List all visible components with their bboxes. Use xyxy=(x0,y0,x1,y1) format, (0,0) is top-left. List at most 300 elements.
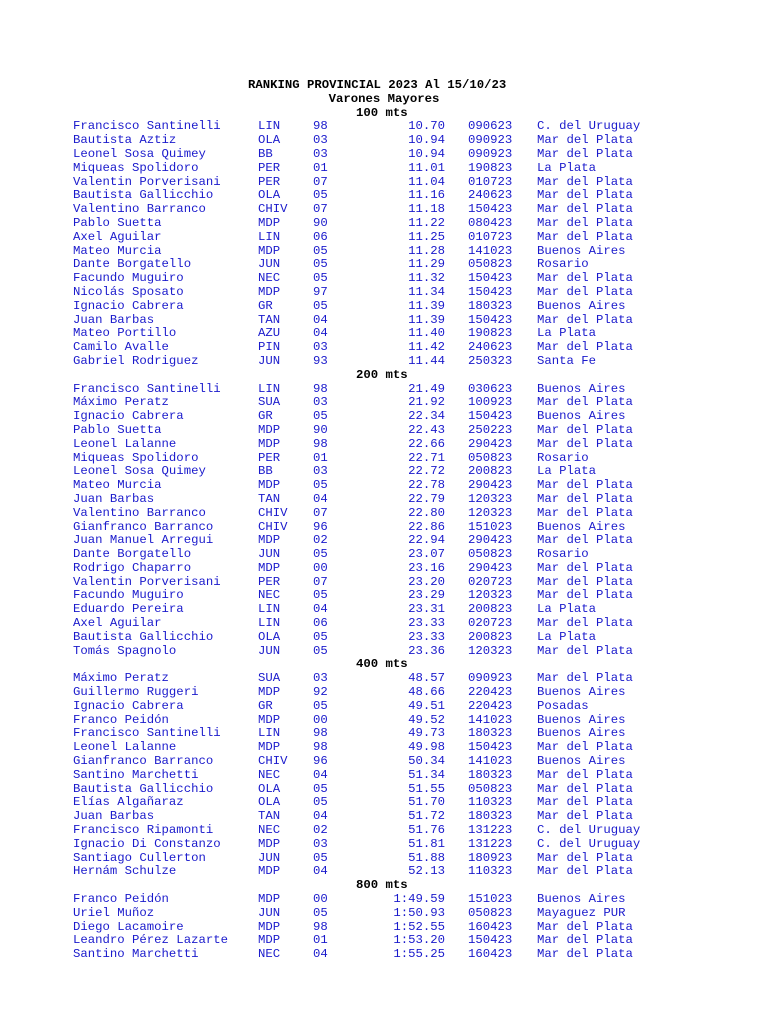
result-date: 150423 xyxy=(468,284,513,299)
result-mark: 51.72 xyxy=(408,809,445,824)
birth-year: 03 xyxy=(313,146,328,161)
venue: C. del Uruguay xyxy=(537,823,641,838)
result-row xyxy=(0,493,768,507)
venue: Buenos Aires xyxy=(537,243,626,258)
venue: Rosario xyxy=(537,547,589,562)
athlete-name: Leonel Sosa Quimey xyxy=(73,146,206,161)
result-row xyxy=(0,838,768,852)
result-row xyxy=(0,272,768,286)
result-mark: 10.70 xyxy=(408,119,445,134)
club-code: MDP xyxy=(258,243,281,258)
result-row xyxy=(0,217,768,231)
result-date: 010723 xyxy=(468,174,513,189)
result-row xyxy=(0,727,768,741)
venue: Mar del Plata xyxy=(537,533,633,548)
athlete-name: Valentin Porverisani xyxy=(73,174,221,189)
birth-year: 04 xyxy=(313,809,328,824)
result-date: 141023 xyxy=(468,243,513,258)
athlete-name: Santiago Cullerton xyxy=(73,850,206,865)
result-date: 090923 xyxy=(468,671,513,686)
club-code: PER xyxy=(258,174,281,189)
result-row xyxy=(0,548,768,562)
event-name: 800 mts xyxy=(356,878,408,893)
birth-year: 05 xyxy=(313,795,328,810)
athlete-name: Juan Barbas xyxy=(73,491,155,506)
birth-year: 01 xyxy=(313,160,328,175)
venue: Buenos Aires xyxy=(537,409,626,424)
result-date: 160423 xyxy=(468,947,513,962)
athlete-name: Ignacio Di Constanzo xyxy=(73,836,221,851)
birth-year: 04 xyxy=(313,491,328,506)
club-code: NEC xyxy=(258,823,281,838)
club-code: OLA xyxy=(258,188,281,203)
result-mark: 1:52.55 xyxy=(393,919,445,934)
result-row xyxy=(0,300,768,314)
birth-year: 03 xyxy=(313,671,328,686)
result-date: 290423 xyxy=(468,436,513,451)
result-date: 190823 xyxy=(468,326,513,341)
club-code: PIN xyxy=(258,340,281,355)
birth-year: 96 xyxy=(313,519,328,534)
birth-year: 05 xyxy=(313,271,328,286)
result-date: 200823 xyxy=(468,464,513,479)
result-row xyxy=(0,893,768,907)
birth-year: 00 xyxy=(313,560,328,575)
athlete-name: Ignacio Cabrera xyxy=(73,409,184,424)
venue: Mar del Plata xyxy=(537,919,633,934)
club-code: OLA xyxy=(258,781,281,796)
result-row xyxy=(0,921,768,935)
result-row xyxy=(0,714,768,728)
result-row xyxy=(0,783,768,797)
result-row xyxy=(0,162,768,176)
result-mark: 22.71 xyxy=(408,450,445,465)
birth-year: 06 xyxy=(313,229,328,244)
club-code: MDP xyxy=(258,712,281,727)
club-code: NEC xyxy=(258,588,281,603)
club-code: TAN xyxy=(258,809,281,824)
result-mark: 1:53.20 xyxy=(393,933,445,948)
birth-year: 05 xyxy=(313,547,328,562)
venue: Mar del Plata xyxy=(537,188,633,203)
birth-year: 05 xyxy=(313,629,328,644)
result-row xyxy=(0,424,768,438)
result-mark: 23.31 xyxy=(408,602,445,617)
result-mark: 22.34 xyxy=(408,409,445,424)
club-code: GR xyxy=(258,698,273,713)
result-mark: 49.52 xyxy=(408,712,445,727)
venue: Rosario xyxy=(537,450,589,465)
club-code: LIN xyxy=(258,602,281,617)
birth-year: 96 xyxy=(313,754,328,769)
result-row xyxy=(0,576,768,590)
result-date: 010723 xyxy=(468,229,513,244)
club-code: TAN xyxy=(258,312,281,327)
club-code: CHIV xyxy=(258,202,288,217)
venue: Mar del Plata xyxy=(537,933,633,948)
result-date: 150423 xyxy=(468,312,513,327)
result-date: 150423 xyxy=(468,409,513,424)
result-date: 020723 xyxy=(468,616,513,631)
result-row xyxy=(0,686,768,700)
athlete-name: Juan Manuel Arregui xyxy=(73,533,214,548)
venue: Buenos Aires xyxy=(537,685,626,700)
result-date: 151023 xyxy=(468,519,513,534)
venue: La Plata xyxy=(537,464,597,479)
venue: Mar del Plata xyxy=(537,781,633,796)
club-code: PER xyxy=(258,160,281,175)
athlete-name: Dante Borgatello xyxy=(73,547,192,562)
result-row xyxy=(0,589,768,603)
venue: Buenos Aires xyxy=(537,381,626,396)
birth-year: 05 xyxy=(313,188,328,203)
result-mark: 22.94 xyxy=(408,533,445,548)
birth-year: 05 xyxy=(313,643,328,658)
result-date: 131223 xyxy=(468,836,513,851)
venue: La Plata xyxy=(537,629,597,644)
birth-year: 05 xyxy=(313,298,328,313)
athlete-name: Mateo Murcia xyxy=(73,243,162,258)
venue: La Plata xyxy=(537,160,597,175)
club-code: MDP xyxy=(258,836,281,851)
athlete-name: Santino Marchetti xyxy=(73,767,199,782)
result-date: 150423 xyxy=(468,271,513,286)
athlete-name: Axel Aguilar xyxy=(73,616,162,631)
result-date: 050823 xyxy=(468,547,513,562)
document-title: RANKING PROVINCIAL 2023 Al 15/10/23 xyxy=(248,78,507,92)
result-date: 050823 xyxy=(468,781,513,796)
birth-year: 04 xyxy=(313,602,328,617)
result-row xyxy=(0,507,768,521)
athlete-name: Francisco Ripamonti xyxy=(73,823,214,838)
club-code: MDP xyxy=(258,933,281,948)
venue: Mar del Plata xyxy=(537,588,633,603)
ranking-document xyxy=(0,79,768,962)
result-mark: 11.25 xyxy=(408,229,445,244)
result-mark: 50.34 xyxy=(408,754,445,769)
event-heading xyxy=(0,658,768,672)
venue: Mar del Plata xyxy=(537,505,633,520)
athlete-name: Juan Barbas xyxy=(73,312,155,327)
result-row xyxy=(0,203,768,217)
venue: Mar del Plata xyxy=(537,574,633,589)
birth-year: 05 xyxy=(313,588,328,603)
result-date: 100923 xyxy=(468,395,513,410)
result-date: 180923 xyxy=(468,850,513,865)
result-row xyxy=(0,907,768,921)
athlete-name: Santino Marchetti xyxy=(73,947,199,962)
result-mark: 11.44 xyxy=(408,353,445,368)
result-mark: 1:50.93 xyxy=(393,905,445,920)
club-code: MDP xyxy=(258,215,281,230)
result-row xyxy=(0,865,768,879)
venue: La Plata xyxy=(537,602,597,617)
club-code: JUN xyxy=(258,643,281,658)
athlete-name: Mateo Portillo xyxy=(73,326,177,341)
athlete-name: Ignacio Cabrera xyxy=(73,698,184,713)
venue: Buenos Aires xyxy=(537,298,626,313)
result-date: 131223 xyxy=(468,823,513,838)
event-name: 100 mts xyxy=(356,105,408,120)
birth-year: 01 xyxy=(313,933,328,948)
result-row xyxy=(0,755,768,769)
result-mark: 11.32 xyxy=(408,271,445,286)
result-mark: 23.33 xyxy=(408,616,445,631)
birth-year: 00 xyxy=(313,712,328,727)
result-date: 090623 xyxy=(468,119,513,134)
club-code: BB xyxy=(258,464,273,479)
result-row xyxy=(0,314,768,328)
result-row xyxy=(0,645,768,659)
club-code: NEC xyxy=(258,271,281,286)
result-row xyxy=(0,258,768,272)
venue: Mayaguez PUR xyxy=(537,905,626,920)
result-row xyxy=(0,948,768,962)
result-mark: 22.72 xyxy=(408,464,445,479)
birth-year: 02 xyxy=(313,823,328,838)
result-mark: 51.34 xyxy=(408,767,445,782)
result-date: 150423 xyxy=(468,740,513,755)
birth-year: 03 xyxy=(313,133,328,148)
birth-year: 05 xyxy=(313,781,328,796)
birth-year: 03 xyxy=(313,340,328,355)
result-mark: 23.07 xyxy=(408,547,445,562)
club-code: BB xyxy=(258,146,273,161)
result-date: 200823 xyxy=(468,629,513,644)
athlete-name: Facundo Muguiro xyxy=(73,271,184,286)
result-date: 050823 xyxy=(468,257,513,272)
venue: Mar del Plata xyxy=(537,436,633,451)
result-mark: 21.49 xyxy=(408,381,445,396)
venue: Mar del Plata xyxy=(537,133,633,148)
athlete-name: Franco Peidón xyxy=(73,712,169,727)
result-date: 110323 xyxy=(468,795,513,810)
athlete-name: Ignacio Cabrera xyxy=(73,298,184,313)
birth-year: 04 xyxy=(313,947,328,962)
result-mark: 11.34 xyxy=(408,284,445,299)
result-date: 180323 xyxy=(468,809,513,824)
birth-year: 01 xyxy=(313,450,328,465)
athlete-name: Franco Peidón xyxy=(73,892,169,907)
birth-year: 07 xyxy=(313,202,328,217)
result-mark: 11.28 xyxy=(408,243,445,258)
birth-year: 02 xyxy=(313,533,328,548)
club-code: LIN xyxy=(258,229,281,244)
result-mark: 11.18 xyxy=(408,202,445,217)
result-date: 030623 xyxy=(468,381,513,396)
venue: Posadas xyxy=(537,698,589,713)
result-date: 120323 xyxy=(468,491,513,506)
athlete-name: Diego Lacamoire xyxy=(73,919,184,934)
result-row xyxy=(0,383,768,397)
result-row xyxy=(0,562,768,576)
result-date: 120323 xyxy=(468,588,513,603)
athlete-name: Gianfranco Barranco xyxy=(73,754,214,769)
event-name: 400 mts xyxy=(356,657,408,672)
result-date: 050823 xyxy=(468,450,513,465)
venue: Mar del Plata xyxy=(537,146,633,161)
club-code: MDP xyxy=(258,919,281,934)
club-code: LIN xyxy=(258,616,281,631)
venue: Mar del Plata xyxy=(537,229,633,244)
birth-year: 97 xyxy=(313,284,328,299)
result-date: 020723 xyxy=(468,574,513,589)
venue: Santa Fe xyxy=(537,353,597,368)
result-mark: 23.20 xyxy=(408,574,445,589)
result-date: 190823 xyxy=(468,160,513,175)
birth-year: 05 xyxy=(313,478,328,493)
result-row xyxy=(0,810,768,824)
venue: Buenos Aires xyxy=(537,754,626,769)
club-code: GR xyxy=(258,409,273,424)
club-code: AZU xyxy=(258,326,281,341)
athlete-name: Pablo Suetta xyxy=(73,215,162,230)
result-mark: 11.39 xyxy=(408,312,445,327)
result-mark: 23.33 xyxy=(408,629,445,644)
club-code: PER xyxy=(258,574,281,589)
result-date: 220423 xyxy=(468,698,513,713)
venue: Mar del Plata xyxy=(537,312,633,327)
result-date: 151023 xyxy=(468,892,513,907)
result-date: 250323 xyxy=(468,353,513,368)
birth-year: 04 xyxy=(313,767,328,782)
result-mark: 49.98 xyxy=(408,740,445,755)
result-row xyxy=(0,603,768,617)
birth-year: 03 xyxy=(313,464,328,479)
club-code: MDP xyxy=(258,740,281,755)
result-date: 050823 xyxy=(468,905,513,920)
birth-year: 04 xyxy=(313,312,328,327)
club-code: PER xyxy=(258,450,281,465)
club-code: TAN xyxy=(258,491,281,506)
venue: Mar del Plata xyxy=(537,340,633,355)
birth-year: 05 xyxy=(313,409,328,424)
result-mark: 22.43 xyxy=(408,422,445,437)
athlete-name: Miqueas Spolidoro xyxy=(73,160,199,175)
result-mark: 11.29 xyxy=(408,257,445,272)
club-code: MDP xyxy=(258,892,281,907)
venue: Mar del Plata xyxy=(537,271,633,286)
club-code: MDP xyxy=(258,478,281,493)
athlete-name: Mateo Murcia xyxy=(73,478,162,493)
venue: Mar del Plata xyxy=(537,643,633,658)
athlete-name: Bautista Gallicchio xyxy=(73,188,214,203)
birth-year: 03 xyxy=(313,395,328,410)
venue: Mar del Plata xyxy=(537,740,633,755)
result-row xyxy=(0,410,768,424)
result-date: 240623 xyxy=(468,340,513,355)
club-code: MDP xyxy=(258,685,281,700)
birth-year: 98 xyxy=(313,919,328,934)
venue: Mar del Plata xyxy=(537,809,633,824)
athlete-name: Leonel Lalanne xyxy=(73,740,177,755)
result-row xyxy=(0,521,768,535)
club-code: CHIV xyxy=(258,519,288,534)
result-date: 180323 xyxy=(468,726,513,741)
club-code: OLA xyxy=(258,795,281,810)
club-code: JUN xyxy=(258,905,281,920)
birth-year: 05 xyxy=(313,850,328,865)
birth-year: 98 xyxy=(313,381,328,396)
club-code: NEC xyxy=(258,947,281,962)
result-mark: 51.81 xyxy=(408,836,445,851)
result-mark: 23.36 xyxy=(408,643,445,658)
result-mark: 51.70 xyxy=(408,795,445,810)
result-date: 290423 xyxy=(468,478,513,493)
result-row xyxy=(0,824,768,838)
result-mark: 10.94 xyxy=(408,133,445,148)
venue: Mar del Plata xyxy=(537,422,633,437)
venue: Mar del Plata xyxy=(537,767,633,782)
result-mark: 11.22 xyxy=(408,215,445,230)
athlete-name: Uriel Muñoz xyxy=(73,905,155,920)
club-code: MDP xyxy=(258,436,281,451)
athlete-name: Leonel Sosa Quimey xyxy=(73,464,206,479)
birth-year: 98 xyxy=(313,119,328,134)
club-code: MDP xyxy=(258,533,281,548)
result-mark: 48.66 xyxy=(408,685,445,700)
result-row xyxy=(0,631,768,645)
club-code: LIN xyxy=(258,726,281,741)
result-mark: 10.94 xyxy=(408,146,445,161)
venue: Mar del Plata xyxy=(537,850,633,865)
athlete-name: Bautista Gallicchio xyxy=(73,629,214,644)
venue: Mar del Plata xyxy=(537,395,633,410)
event-heading xyxy=(0,107,768,121)
club-code: SUA xyxy=(258,671,281,686)
result-row xyxy=(0,355,768,369)
club-code: JUN xyxy=(258,547,281,562)
athlete-name: Francisco Santinelli xyxy=(73,381,221,396)
athlete-name: Leandro Pérez Lazarte xyxy=(73,933,228,948)
result-date: 150423 xyxy=(468,933,513,948)
result-mark: 1:49.59 xyxy=(393,892,445,907)
athlete-name: Máximo Peratz xyxy=(73,395,169,410)
result-row xyxy=(0,396,768,410)
event-heading xyxy=(0,369,768,383)
result-mark: 11.42 xyxy=(408,340,445,355)
result-mark: 11.16 xyxy=(408,188,445,203)
birth-year: 07 xyxy=(313,574,328,589)
result-date: 120323 xyxy=(468,643,513,658)
result-row xyxy=(0,934,768,948)
club-code: LIN xyxy=(258,119,281,134)
club-code: CHIV xyxy=(258,754,288,769)
result-row xyxy=(0,231,768,245)
venue: Buenos Aires xyxy=(537,892,626,907)
result-mark: 22.66 xyxy=(408,436,445,451)
result-mark: 49.51 xyxy=(408,698,445,713)
result-date: 141023 xyxy=(468,712,513,727)
club-code: NEC xyxy=(258,767,281,782)
venue: Buenos Aires xyxy=(537,712,626,727)
result-mark: 11.01 xyxy=(408,160,445,175)
result-date: 220423 xyxy=(468,685,513,700)
birth-year: 98 xyxy=(313,740,328,755)
result-date: 150423 xyxy=(468,202,513,217)
result-row xyxy=(0,479,768,493)
club-code: MDP xyxy=(258,864,281,879)
result-date: 160423 xyxy=(468,919,513,934)
venue: Buenos Aires xyxy=(537,726,626,741)
birth-year: 92 xyxy=(313,685,328,700)
club-code: SUA xyxy=(258,395,281,410)
athlete-name: Tomás Spagnolo xyxy=(73,643,177,658)
venue: Mar del Plata xyxy=(537,174,633,189)
athlete-name: Pablo Suetta xyxy=(73,422,162,437)
result-date: 090923 xyxy=(468,133,513,148)
venue: Mar del Plata xyxy=(537,202,633,217)
